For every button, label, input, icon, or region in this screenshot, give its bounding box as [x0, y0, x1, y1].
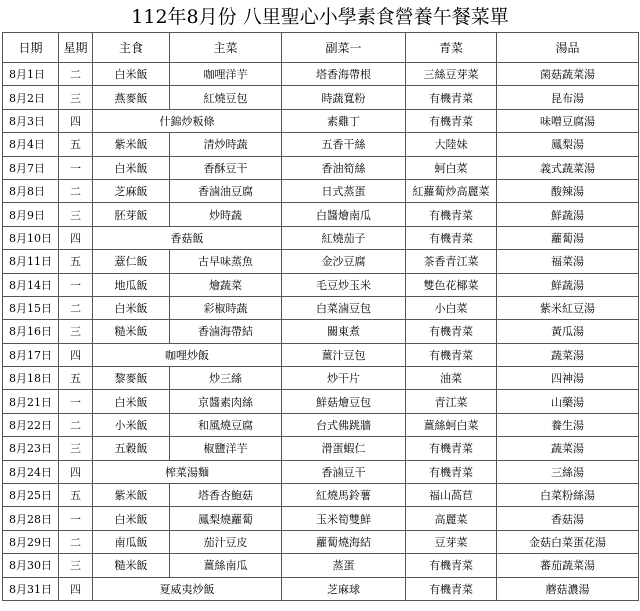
- side-dish-cell: 炒干片: [282, 367, 406, 390]
- staple-cell: 南瓜飯: [93, 530, 170, 553]
- soup-cell: 鮮蔬湯: [497, 203, 639, 226]
- table-row: [3, 133, 639, 156]
- staple-cell: 白米飯: [93, 390, 170, 413]
- staple-cell: 地瓜飯: [93, 273, 170, 296]
- weekday-cell: 一: [59, 156, 93, 179]
- weekday-cell: 三: [59, 554, 93, 577]
- vegetable-cell: 油菜: [406, 367, 497, 390]
- main-dish-cell: 燴蔬菜: [170, 273, 282, 296]
- date-cell: 8月8日: [3, 179, 59, 202]
- date-cell: 8月2日: [3, 86, 59, 109]
- main-dish-cell: 香酥豆干: [170, 156, 282, 179]
- main-dish-cell: 古早味蒸魚: [170, 250, 282, 273]
- soup-cell: 金菇白菜蛋花湯: [497, 530, 639, 553]
- side-dish-cell: 毛豆炒玉米: [282, 273, 406, 296]
- side-dish-cell: 鮮菇燴豆包: [282, 390, 406, 413]
- weekday-cell: 四: [59, 226, 93, 249]
- side-dish-cell: 素雞丁: [282, 109, 406, 132]
- vegetable-cell: 有機青菜: [406, 320, 497, 343]
- main-dish-cell: 咖哩洋芋: [170, 63, 282, 86]
- weekday-cell: 一: [59, 273, 93, 296]
- weekday-cell: 三: [59, 437, 93, 460]
- soup-cell: 紫米紅豆湯: [497, 296, 639, 319]
- date-cell: 8月28日: [3, 507, 59, 530]
- table-row: [3, 507, 639, 530]
- table-row: [3, 63, 639, 86]
- vegetable-cell: 青江菜: [406, 390, 497, 413]
- table-row: [3, 179, 639, 202]
- page-title: 112年8月份 八里聖心小學素食營養午餐菜單: [131, 6, 509, 28]
- date-cell: 8月16日: [3, 320, 59, 343]
- vegetable-cell: 茶香青江菜: [406, 250, 497, 273]
- staple-cell: 白米飯: [93, 296, 170, 319]
- date-cell: 8月17日: [3, 343, 59, 366]
- main-dish-cell: 清炒時蔬: [170, 133, 282, 156]
- date-cell: 8月10日: [3, 226, 59, 249]
- vegetable-cell: 有機青菜: [406, 226, 497, 249]
- side-dish-cell: 香滷豆干: [282, 460, 406, 483]
- side-dish-cell: 塔香海帶根: [282, 63, 406, 86]
- combined-dish-cell: 夏威夷炒飯: [93, 577, 282, 600]
- soup-cell: 菌菇蔬菜湯: [497, 63, 639, 86]
- vegetable-cell: 雙色花椰菜: [406, 273, 497, 296]
- staple-cell: 黎麥飯: [93, 367, 170, 390]
- side-dish-cell: 金沙豆腐: [282, 250, 406, 273]
- soup-cell: 香菇湯: [497, 507, 639, 530]
- soup-cell: 白菜粉絲湯: [497, 484, 639, 507]
- side-dish-cell: 蘿蔔燒海結: [282, 530, 406, 553]
- side-dish-cell: 日式蒸蛋: [282, 179, 406, 202]
- date-cell: 8月11日: [3, 250, 59, 273]
- header-soup: 湯品: [497, 33, 639, 63]
- main-dish-cell: 薑絲南瓜: [170, 554, 282, 577]
- vegetable-cell: 大陸妹: [406, 133, 497, 156]
- table-row: [3, 390, 639, 413]
- vegetable-cell: 有機青菜: [406, 109, 497, 132]
- side-dish-cell: 台式佛跳牆: [282, 413, 406, 436]
- vegetable-cell: 有機青菜: [406, 554, 497, 577]
- date-cell: 8月14日: [3, 273, 59, 296]
- table-row: [3, 460, 639, 483]
- table-row: [3, 203, 639, 226]
- main-dish-cell: 塔香杏鮑菇: [170, 484, 282, 507]
- vegetable-cell: 福山萵苣: [406, 484, 497, 507]
- table-row: [3, 554, 639, 577]
- side-dish-cell: 白醬燴南瓜: [282, 203, 406, 226]
- table-row: [3, 320, 639, 343]
- soup-cell: 四神湯: [497, 367, 639, 390]
- header-date: 日期: [3, 33, 59, 63]
- side-dish-cell: 時蔬寬粉: [282, 86, 406, 109]
- weekday-cell: 一: [59, 507, 93, 530]
- vegetable-cell: 薑絲蚵白菜: [406, 413, 497, 436]
- weekday-cell: 五: [59, 133, 93, 156]
- staple-cell: 白米飯: [93, 63, 170, 86]
- table-row: [3, 484, 639, 507]
- main-dish-cell: 彩椒時蔬: [170, 296, 282, 319]
- table-row: [3, 250, 639, 273]
- soup-cell: 蔬菜湯: [497, 437, 639, 460]
- table-row: [3, 530, 639, 553]
- soup-cell: 蘿蔔湯: [497, 226, 639, 249]
- table-row: [3, 226, 639, 249]
- combined-dish-cell: 咖哩炒飯: [93, 343, 282, 366]
- weekday-cell: 一: [59, 390, 93, 413]
- soup-cell: 蘑菇濃湯: [497, 577, 639, 600]
- staple-cell: 紫米飯: [93, 484, 170, 507]
- table-row: [3, 296, 639, 319]
- weekday-cell: 二: [59, 179, 93, 202]
- weekday-cell: 四: [59, 577, 93, 600]
- soup-cell: 山藥湯: [497, 390, 639, 413]
- weekday-cell: 二: [59, 296, 93, 319]
- combined-dish-cell: 香菇飯: [93, 226, 282, 249]
- side-dish-cell: 薑汁豆包: [282, 343, 406, 366]
- date-cell: 8月22日: [3, 413, 59, 436]
- main-dish-cell: 炒三絲: [170, 367, 282, 390]
- table-header-row: [3, 33, 639, 63]
- side-dish-cell: 玉米筍雙鮮: [282, 507, 406, 530]
- date-cell: 8月23日: [3, 437, 59, 460]
- staple-cell: 胚芽飯: [93, 203, 170, 226]
- vegetable-cell: 有機青菜: [406, 460, 497, 483]
- soup-cell: 酸辣湯: [497, 179, 639, 202]
- staple-cell: 白米飯: [93, 507, 170, 530]
- menu-table: [2, 32, 639, 601]
- side-dish-cell: 紅燒茄子: [282, 226, 406, 249]
- date-cell: 8月7日: [3, 156, 59, 179]
- date-cell: 8月29日: [3, 530, 59, 553]
- weekday-cell: 四: [59, 343, 93, 366]
- vegetable-cell: 小白菜: [406, 296, 497, 319]
- main-dish-cell: 紅燒豆包: [170, 86, 282, 109]
- date-cell: 8月30日: [3, 554, 59, 577]
- staple-cell: 糙米飯: [93, 320, 170, 343]
- main-dish-cell: 香滷海帶結: [170, 320, 282, 343]
- date-cell: 8月3日: [3, 109, 59, 132]
- table-row: [3, 577, 639, 600]
- staple-cell: 糙米飯: [93, 554, 170, 577]
- header-main-dish: 主菜: [170, 33, 282, 63]
- table-row: [3, 273, 639, 296]
- vegetable-cell: 有機青菜: [406, 437, 497, 460]
- vegetable-cell: 蚵白菜: [406, 156, 497, 179]
- soup-cell: 鮮蔬湯: [497, 273, 639, 296]
- main-dish-cell: 炒時蔬: [170, 203, 282, 226]
- staple-cell: 小米飯: [93, 413, 170, 436]
- side-dish-cell: 滑蛋蝦仁: [282, 437, 406, 460]
- table-row: [3, 109, 639, 132]
- staple-cell: 白米飯: [93, 156, 170, 179]
- side-dish-cell: 香油筍絲: [282, 156, 406, 179]
- soup-cell: 味噌豆腐湯: [497, 109, 639, 132]
- weekday-cell: 五: [59, 250, 93, 273]
- table-row: [3, 413, 639, 436]
- vegetable-cell: 三絲豆芽菜: [406, 63, 497, 86]
- date-cell: 8月31日: [3, 577, 59, 600]
- vegetable-cell: 有機青菜: [406, 86, 497, 109]
- date-cell: 8月4日: [3, 133, 59, 156]
- main-dish-cell: 香滷油豆腐: [170, 179, 282, 202]
- vegetable-cell: 有機青菜: [406, 203, 497, 226]
- main-dish-cell: 和風燒豆腐: [170, 413, 282, 436]
- date-cell: 8月24日: [3, 460, 59, 483]
- weekday-cell: 五: [59, 484, 93, 507]
- weekday-cell: 三: [59, 86, 93, 109]
- weekday-cell: 二: [59, 530, 93, 553]
- vegetable-cell: 有機青菜: [406, 343, 497, 366]
- weekday-cell: 四: [59, 460, 93, 483]
- combined-dish-cell: 榨菜湯麵: [93, 460, 282, 483]
- soup-cell: 蕃茄蔬菜湯: [497, 554, 639, 577]
- vegetable-cell: 有機青菜: [406, 577, 497, 600]
- soup-cell: 福菜湯: [497, 250, 639, 273]
- main-dish-cell: 鳳梨燒蘿蔔: [170, 507, 282, 530]
- weekday-cell: 二: [59, 413, 93, 436]
- soup-cell: 義式蔬菜湯: [497, 156, 639, 179]
- date-cell: 8月25日: [3, 484, 59, 507]
- soup-cell: 蔬菜湯: [497, 343, 639, 366]
- date-cell: 8月9日: [3, 203, 59, 226]
- soup-cell: 黃瓜湯: [497, 320, 639, 343]
- table-row: [3, 367, 639, 390]
- soup-cell: 三絲湯: [497, 460, 639, 483]
- table-row: [3, 343, 639, 366]
- side-dish-cell: 紅燒馬鈴薯: [282, 484, 406, 507]
- weekday-cell: 二: [59, 63, 93, 86]
- date-cell: 8月15日: [3, 296, 59, 319]
- weekday-cell: 三: [59, 203, 93, 226]
- side-dish-cell: 五香干絲: [282, 133, 406, 156]
- table-row: [3, 437, 639, 460]
- staple-cell: 燕麥飯: [93, 86, 170, 109]
- header-weekday: 星期: [59, 33, 93, 63]
- combined-dish-cell: 什錦炒粄條: [93, 109, 282, 132]
- main-dish-cell: 京醬素肉絲: [170, 390, 282, 413]
- staple-cell: 芝麻飯: [93, 179, 170, 202]
- vegetable-cell: 高麗菜: [406, 507, 497, 530]
- header-vegetable: 青菜: [406, 33, 497, 63]
- main-dish-cell: 椒鹽洋芋: [170, 437, 282, 460]
- staple-cell: 紫米飯: [93, 133, 170, 156]
- staple-cell: 五穀飯: [93, 437, 170, 460]
- main-dish-cell: 茄汁豆皮: [170, 530, 282, 553]
- weekday-cell: 三: [59, 320, 93, 343]
- date-cell: 8月1日: [3, 63, 59, 86]
- header-side-dish: 副菜一: [282, 33, 406, 63]
- date-cell: 8月21日: [3, 390, 59, 413]
- date-cell: 8月18日: [3, 367, 59, 390]
- weekday-cell: 五: [59, 367, 93, 390]
- soup-cell: 昆布湯: [497, 86, 639, 109]
- side-dish-cell: 白菜滷豆包: [282, 296, 406, 319]
- side-dish-cell: 芝麻球: [282, 577, 406, 600]
- staple-cell: 薏仁飯: [93, 250, 170, 273]
- side-dish-cell: 蒸蛋: [282, 554, 406, 577]
- table-row: [3, 86, 639, 109]
- soup-cell: 養生湯: [497, 413, 639, 436]
- soup-cell: 鳳梨湯: [497, 133, 639, 156]
- vegetable-cell: 紅蘿蔔炒高麗菜: [406, 179, 497, 202]
- side-dish-cell: 關東煮: [282, 320, 406, 343]
- weekday-cell: 四: [59, 109, 93, 132]
- table-row: [3, 156, 639, 179]
- vegetable-cell: 豆芽菜: [406, 530, 497, 553]
- header-staple: 主食: [93, 33, 170, 63]
